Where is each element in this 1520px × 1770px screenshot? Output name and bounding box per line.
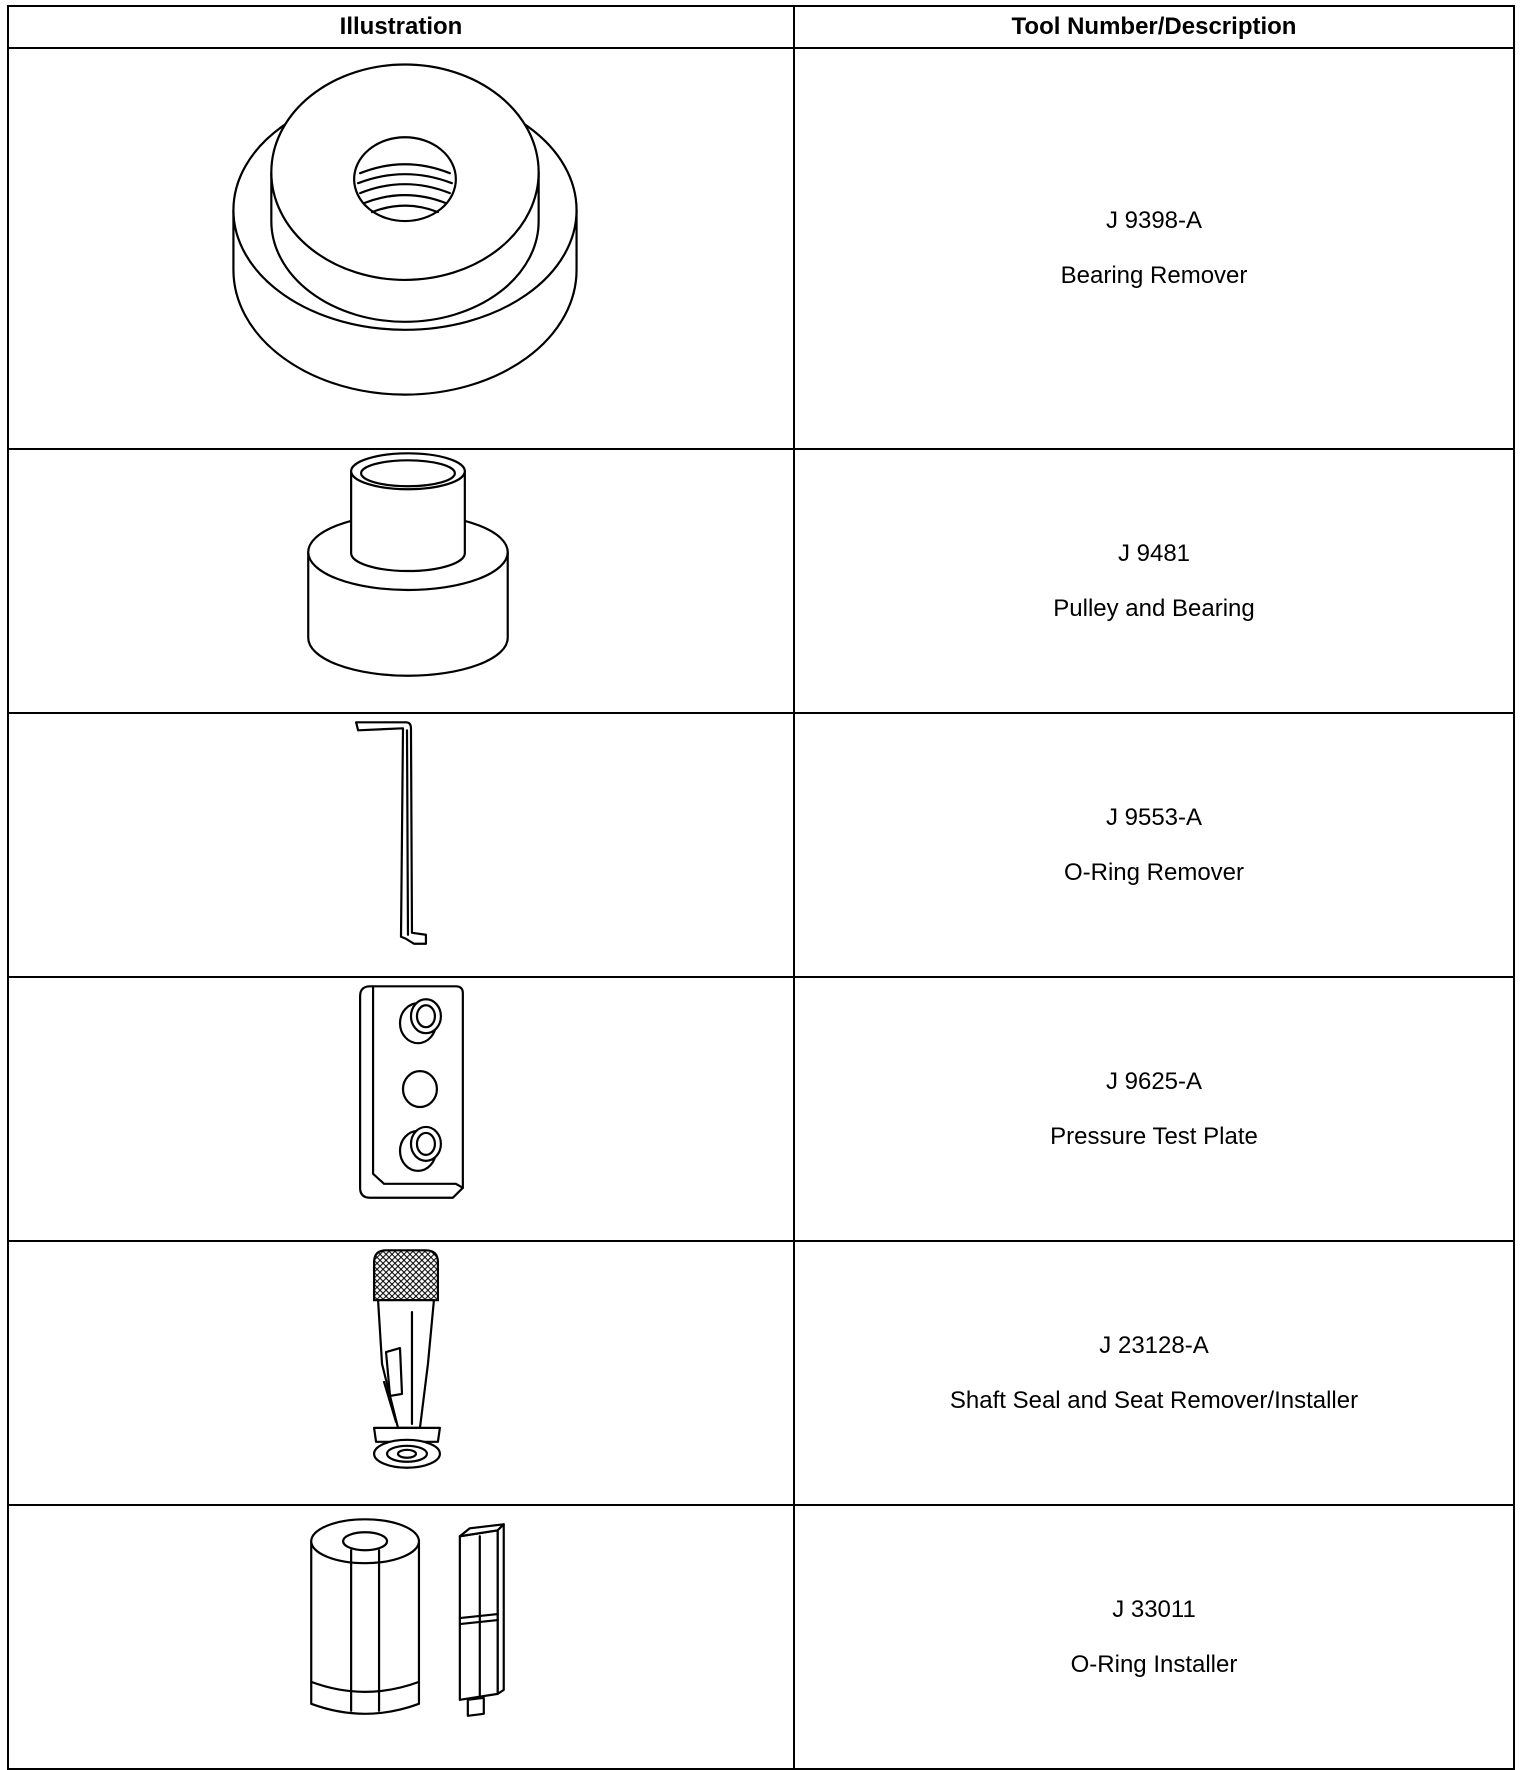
tool-description: O-Ring Installer	[1070, 1650, 1238, 1678]
table-row	[8, 1505, 1514, 1769]
tool-description-cell	[794, 449, 1514, 713]
illustration-cell	[8, 1505, 794, 1769]
tool-description: O-Ring Remover	[1063, 858, 1245, 886]
tool-number: J 23128-A	[1099, 1331, 1209, 1359]
tool-description: Shaft Seal and Seat Remover/Installer	[949, 1386, 1359, 1414]
header-row	[8, 6, 1514, 48]
illustration-cell	[8, 1241, 794, 1505]
table-row	[8, 449, 1514, 713]
tool-number: J 9553-A	[1105, 803, 1203, 831]
table-row	[8, 48, 1514, 449]
tool-description-cell	[794, 1505, 1514, 1769]
pulley-and-bearing-icon	[9, 450, 793, 712]
header-tool-description: Tool Number/Description	[794, 6, 1514, 48]
pressure-test-plate-icon	[9, 978, 793, 1240]
table-row	[8, 977, 1514, 1241]
tool-description: Pressure Test Plate	[1050, 1122, 1258, 1150]
tool-description-cell	[794, 977, 1514, 1241]
tool-number: J 33011	[1112, 1595, 1196, 1623]
tool-description-cell	[794, 48, 1514, 449]
bearing-remover-icon	[9, 49, 793, 448]
o-ring-remover-icon	[9, 714, 793, 976]
illustration-cell	[8, 48, 794, 449]
illustration-cell	[8, 449, 794, 713]
tool-description: Pulley and Bearing	[1053, 594, 1255, 622]
tool-description: Bearing Remover	[1060, 262, 1248, 289]
tool-number: J 9625-A	[1105, 1067, 1203, 1095]
table-row	[8, 713, 1514, 977]
illustration-cell	[8, 977, 794, 1241]
header-illustration: Illustration	[8, 6, 794, 48]
tool-description-cell	[794, 1241, 1514, 1505]
illustration-cell	[8, 713, 794, 977]
shaft-seal-installer-icon	[9, 1242, 793, 1504]
o-ring-installer-icon	[9, 1506, 793, 1768]
tool-number: J 9398-A	[1105, 207, 1203, 234]
tool-description-cell	[794, 713, 1514, 977]
table-row	[8, 1241, 1514, 1505]
tool-number: J 9481	[1117, 539, 1191, 567]
tool-table	[7, 5, 1515, 1770]
